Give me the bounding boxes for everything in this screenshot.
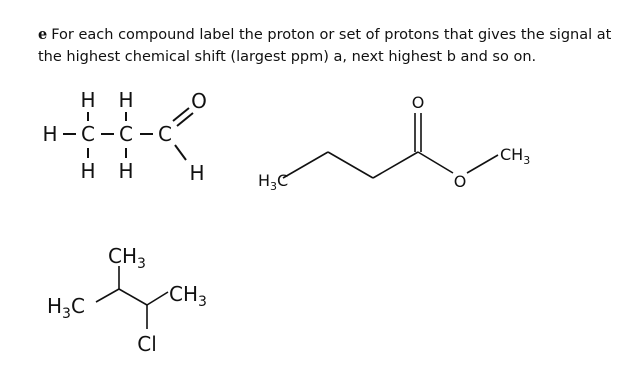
atom-h-bottom-2: H: [118, 159, 134, 183]
atom-c3: C: [158, 122, 172, 146]
molecule-methyl-butanoate-bonds: [283, 113, 498, 178]
molecule-chloro-methylbutane-bonds: [96, 266, 168, 329]
atom-h-top-2: H: [118, 88, 134, 112]
bond-ester-o-ch3: [467, 155, 498, 173]
atom-h-aldehyde: H: [189, 161, 205, 185]
molecule-chloro-methylbutane: [47, 244, 207, 356]
bond-ch2-ch2: [328, 152, 373, 178]
question-body: For each compound label the proton or set of protons that gives the signal at the highest chemical shift (largest ppm) a, next highest b and so on.: [38, 27, 612, 65]
atom-h-bottom-1: H: [80, 159, 96, 183]
group-ch3-top: $CH_3$: [108, 244, 146, 272]
atom-carbonyl-o: O: [411, 93, 425, 112]
group-h3c-left: $H_3C$: [47, 294, 85, 322]
group-h3c-left: $H_3C$: [258, 171, 289, 193]
bond-ch2-carbonyl: [373, 152, 418, 178]
bond-ch3-ch2: [283, 152, 328, 178]
atom-o: O: [191, 89, 207, 113]
group-ch3-right: $CH_3$: [169, 282, 207, 310]
bond-right-methyl: [147, 292, 168, 305]
bond-carbonyl-ester-o: [418, 152, 453, 173]
bond-ch-ch: [119, 289, 147, 305]
molecule-methyl-butanoate: [258, 93, 530, 193]
atom-h-top-1: H: [80, 88, 96, 112]
molecule-propanal: [42, 88, 206, 185]
bond-c3-h: [175, 145, 186, 160]
question-number: e: [38, 26, 48, 43]
bond-left-methyl: [96, 289, 119, 302]
atom-c1: C: [81, 122, 95, 146]
group-ch3-right: $CH_3$: [500, 145, 531, 167]
atom-h-left: H: [42, 122, 58, 146]
atom-ester-o: O: [453, 172, 467, 191]
atom-c2: C: [119, 122, 133, 146]
atom-chlorine: Cl: [137, 332, 157, 356]
